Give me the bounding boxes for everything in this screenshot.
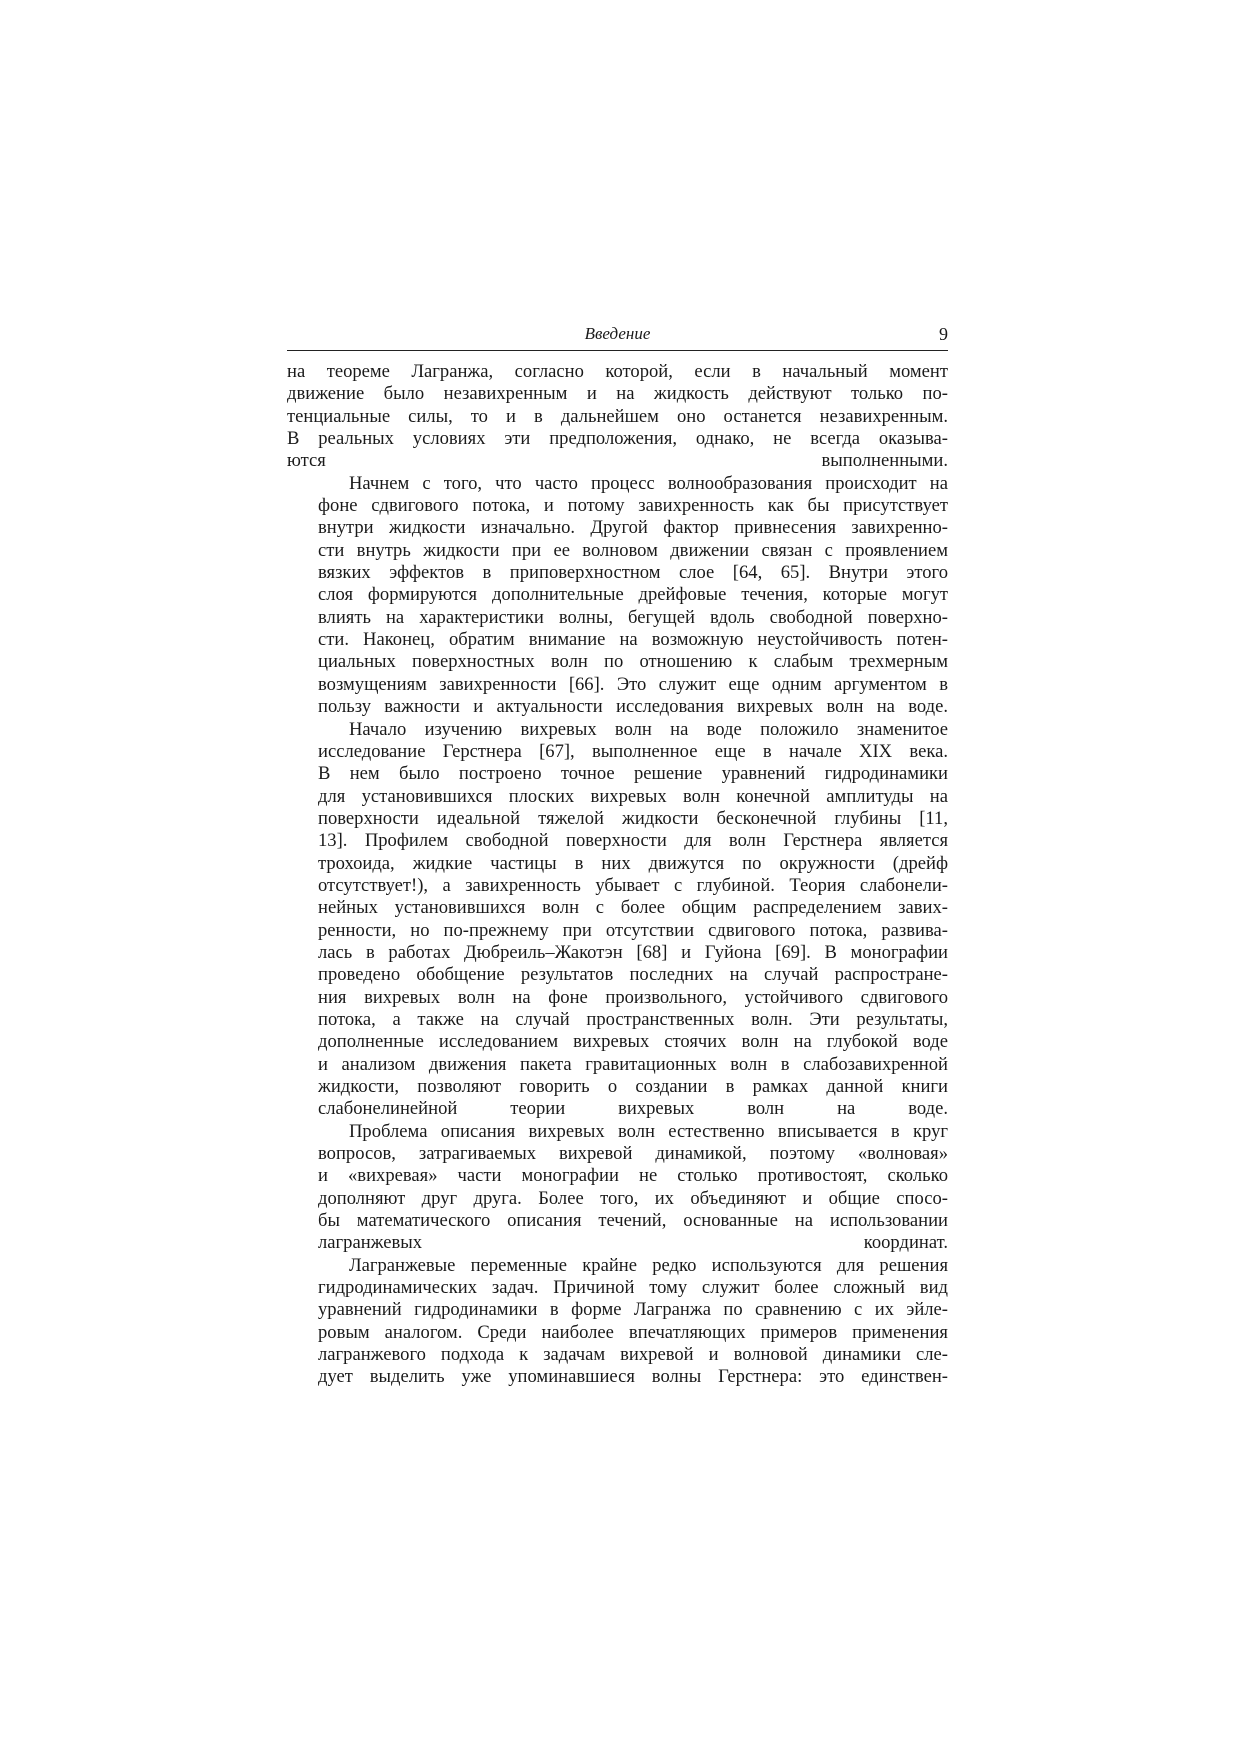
paragraph <box>287 1255 948 1389</box>
text-line: слоя формируются дополнительные дрейфовые течения, которые могут <box>318 584 948 606</box>
body-text <box>287 361 948 1389</box>
text-line: и «вихревая» части монографии не столько противостоят, сколько <box>318 1165 948 1187</box>
running-header <box>287 322 948 351</box>
text-line: отсутствует!), а завихренность убывает с глубиной. Теория слабонели- <box>318 874 948 896</box>
page-number: 9 <box>939 324 948 344</box>
text-line: Начнем с того, что часто процесс волнообразования происходит на <box>349 472 948 494</box>
text-line: исследование Герстнера [67], выполненное еще в начале XIX века. <box>318 740 948 762</box>
text-line: 13]. Профилем свободной поверхности для волн Герстнера является <box>318 830 948 852</box>
text-line: гидродинамических задач. Причиной тому служит более сложный вид <box>318 1277 948 1299</box>
text-line: дополняют друг друга. Более того, их объединяют и общие спосо- <box>318 1187 948 1209</box>
text-line: жидкости, позволяют говорить о создании в рамках данной книги <box>318 1076 948 1097</box>
text-line: ния вихревых волн на фоне произвольного, устойчивого сдвигового <box>318 986 948 1008</box>
text-line: проведено обобщение результатов последних на случай распростране- <box>318 964 948 986</box>
paragraph <box>287 719 948 1121</box>
text-line: на теореме Лагранжа, согласно которой, если в начальный момент <box>287 361 948 382</box>
text-line: сти внутрь жидкости при ее волновом движении связан с проявлением <box>318 539 948 561</box>
text-line: лагранжевого подхода к задачам вихревой и волновой динамики сле- <box>318 1344 948 1366</box>
text-line: фоне сдвигового потока, и потому завихренность как бы присутствует <box>318 495 948 517</box>
text-line: вопросов, затрагиваемых вихревой динамикой, поэтому «волновая» <box>318 1143 948 1165</box>
text-line: бы математического описания течений, основанные на использовании <box>318 1210 948 1232</box>
text-line: ровым аналогом. Среди наиболее впечатляющих примеров применения <box>318 1321 948 1343</box>
text-line: Лагранжевые переменные крайне редко используются для решения <box>349 1254 948 1276</box>
text-line: В реальных условиях эти предположения, однако, не всегда оказыва- <box>287 428 948 450</box>
paragraph <box>287 473 948 719</box>
text-line: дует выделить уже упоминавшиеся волны Герстнера: это единствен- <box>318 1366 948 1388</box>
text-line: В нем было построено точное решение уравнений гидродинамики <box>318 763 948 785</box>
text-line: и анализом движения пакета гравитационных волн в слабозавихренной <box>318 1053 948 1075</box>
text-line: слабонелинейной теории вихревых волн на воде. <box>318 1098 948 1120</box>
text-line: ренности, но по-прежнему при отсутствии сдвигового потока, развива- <box>318 919 948 941</box>
book-page <box>287 322 948 1389</box>
text-line: Проблема описания вихревых волн естественно вписывается в круг <box>349 1120 948 1142</box>
paragraph <box>287 361 948 473</box>
text-line: внутри жидкости изначально. Другой фактор привнесения завихренно- <box>318 517 948 539</box>
text-line: влиять на характеристики волны, бегущей вдоль свободной поверхно- <box>318 606 948 628</box>
text-line: лась в работах Дюбреиль–Жакотэн [68] и Гуйона [69]. В монографии <box>318 941 948 963</box>
text-line: нейных установившихся волн с более общим распределением завих- <box>318 897 948 919</box>
text-line: вязких эффектов в приповерхностном слое [64, 65]. Внутри этого <box>318 562 948 584</box>
text-line: пользу важности и актуальности исследования вихревых волн на воде. <box>318 696 948 718</box>
text-line: тенциальные силы, то и в дальнейшем оно останется незавихренным. <box>287 405 948 427</box>
text-line: поверхности идеальной тяжелой жидкости бесконечной глубины [11, <box>318 807 948 829</box>
text-line: дополненные исследованием вихревых стоячих волн на глубокой воде <box>318 1031 948 1053</box>
text-line: лагранжевых координат. <box>318 1232 948 1254</box>
text-line: движение было незавихренным и на жидкость действуют только по- <box>287 383 948 405</box>
text-line: циальных поверхностных волн по отношению к слабым трехмерным <box>318 651 948 673</box>
text-line: ются выполненными. <box>287 450 948 472</box>
paragraph <box>287 1121 948 1255</box>
running-title: Введение <box>584 324 651 343</box>
text-line: возмущениям завихренности [66]. Это служит еще одним аргументом в <box>318 673 948 695</box>
text-line: уравнений гидродинамики в форме Лагранжа по сравнению с их эйле- <box>318 1299 948 1321</box>
text-line: сти. Наконец, обратим внимание на возможную неустойчивость потен- <box>318 629 948 651</box>
text-line: трохоида, жидкие частицы в них движутся по окружности (дрейф <box>318 852 948 874</box>
text-line: потока, а также на случай пространственных волн. Эти результаты, <box>318 1008 948 1030</box>
text-line: Начало изучению вихревых волн на воде положило знаменитое <box>349 718 948 740</box>
text-line: для установившихся плоских вихревых волн конечной амплитуды на <box>318 785 948 807</box>
